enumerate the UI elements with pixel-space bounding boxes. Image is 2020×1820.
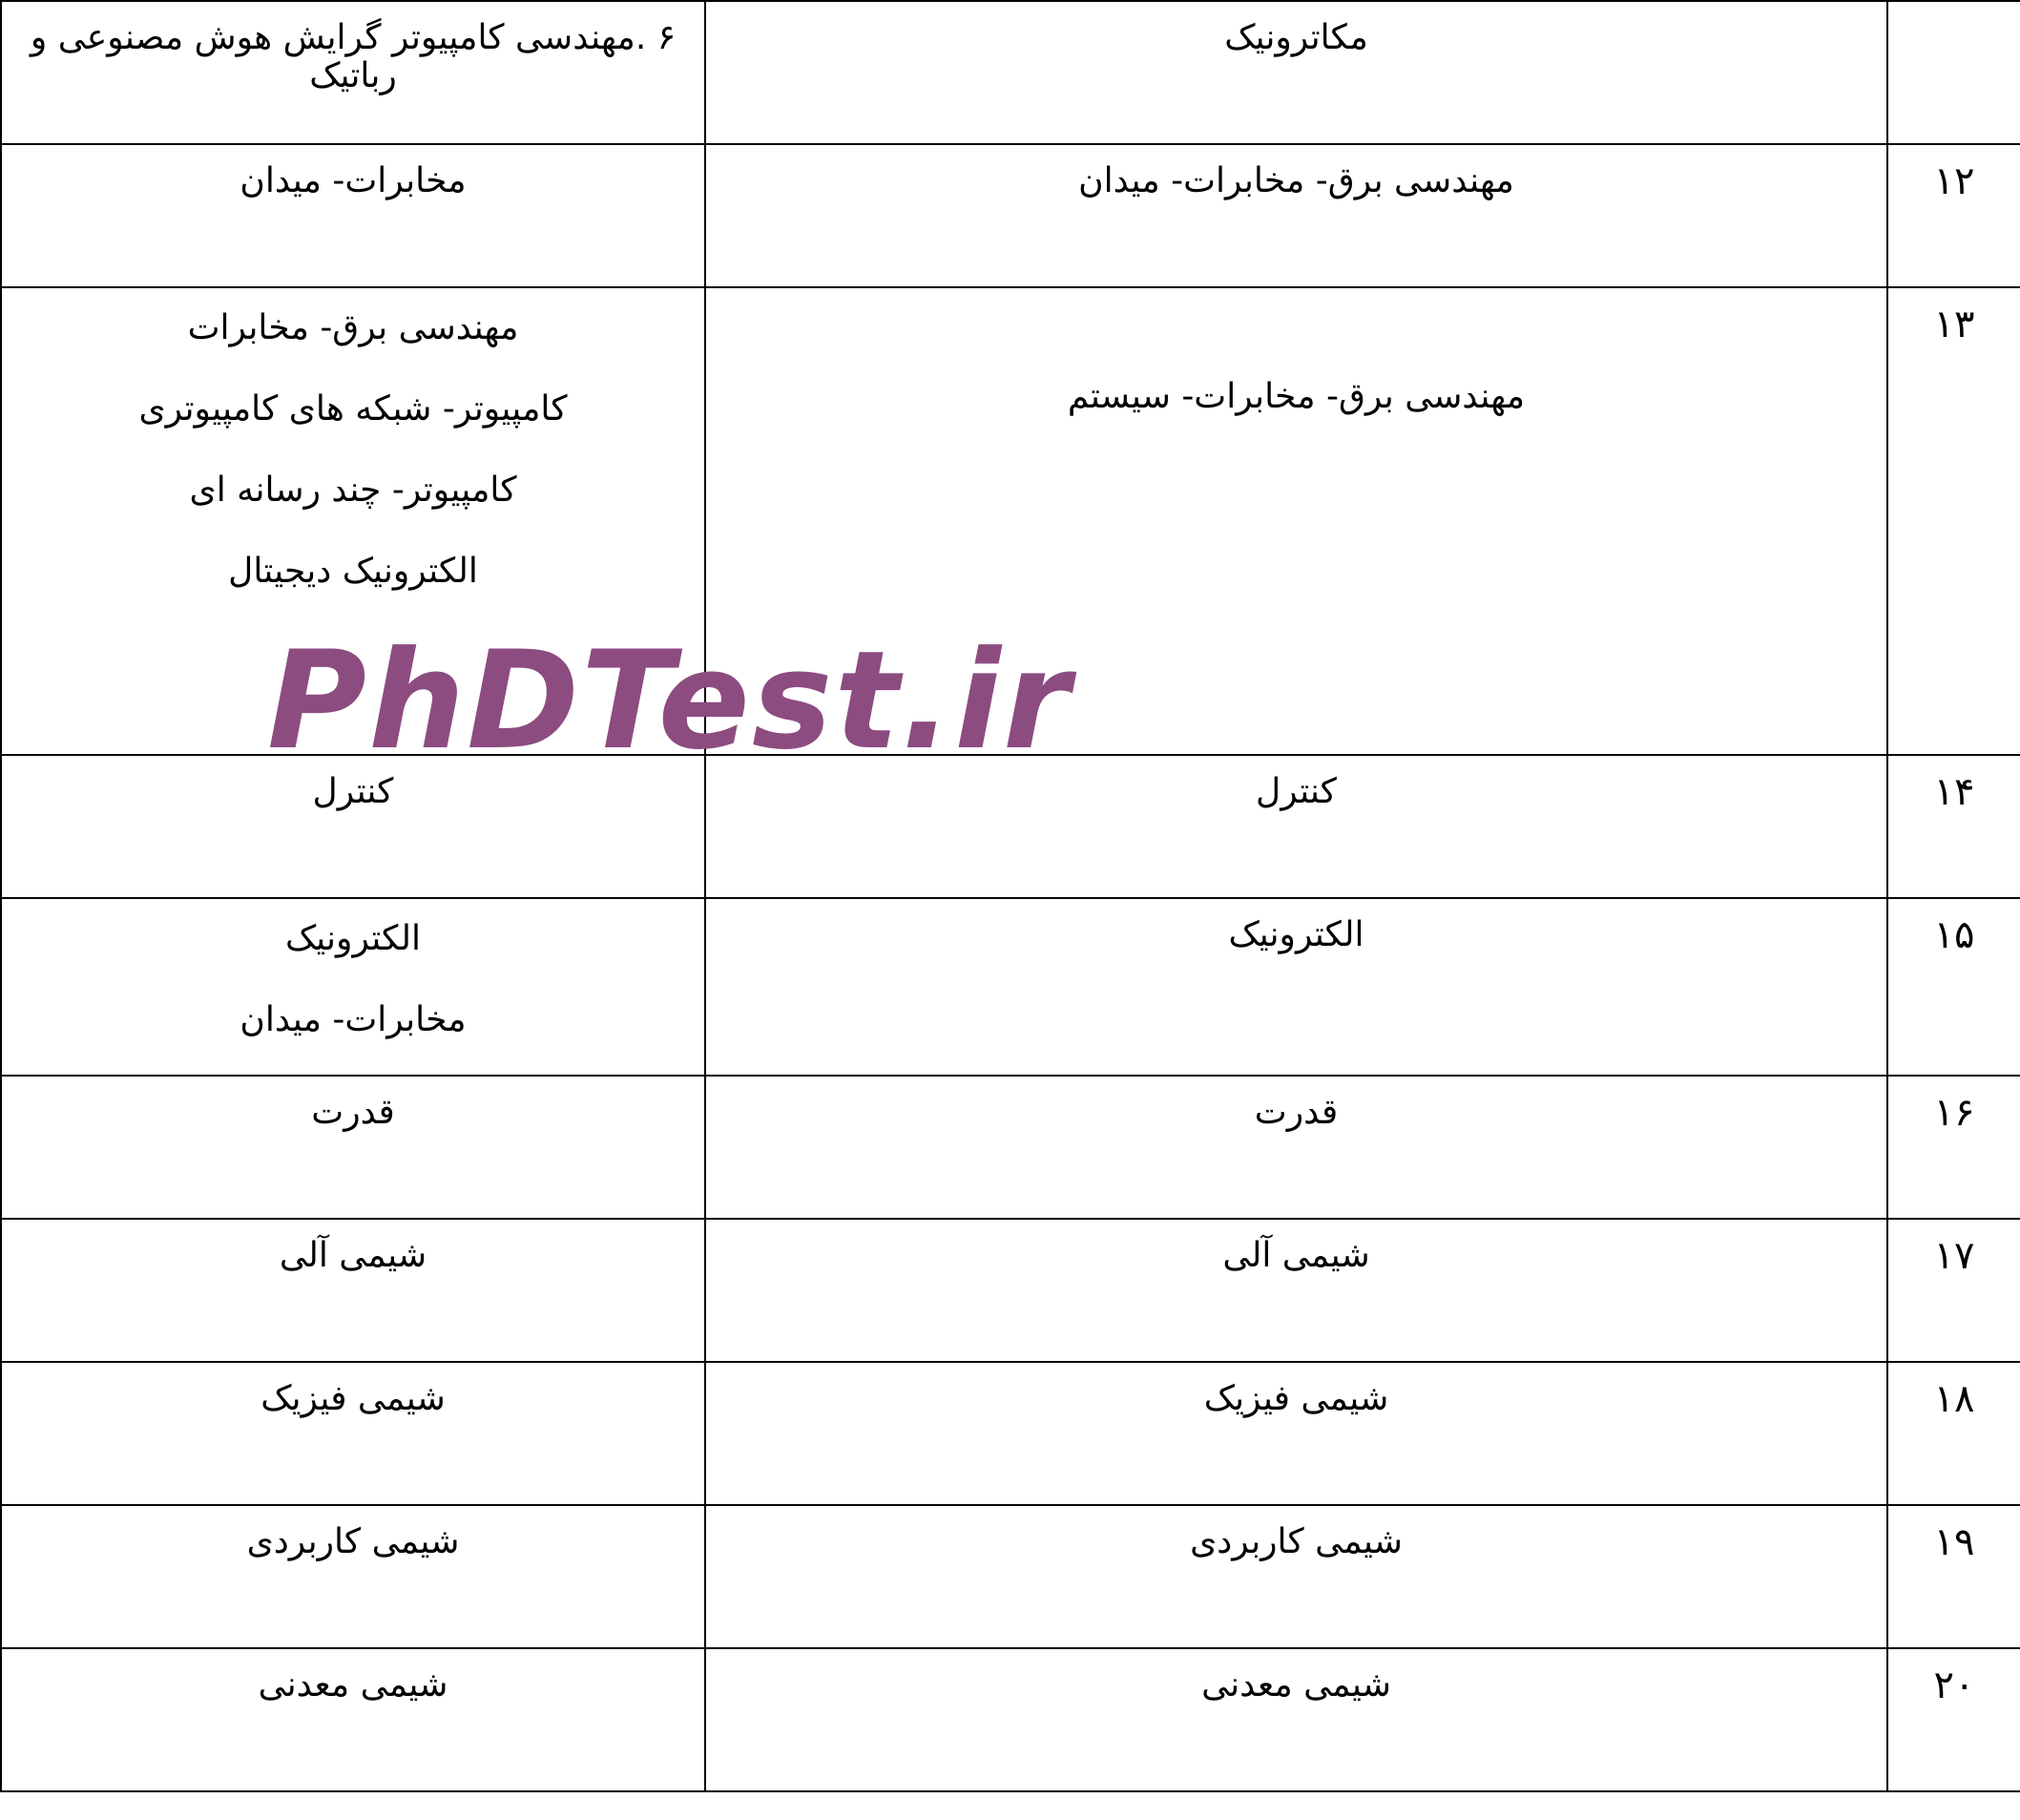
specialization: مخابرات- میدان [239, 161, 467, 200]
specialization: شیمی کاربردی [246, 1522, 460, 1561]
row-number-cell [1887, 1076, 2020, 1219]
table-row [1, 1505, 2020, 1648]
major-name: مکاترونیک [1224, 18, 1368, 57]
specialization-list [2, 288, 704, 626]
watermark-logo: PhDTest.ir [267, 622, 1072, 780]
specialization-cell [1, 1648, 705, 1791]
table-row [1, 1648, 2020, 1791]
major-name: شیمی فیزیک [1203, 1379, 1389, 1418]
row-number: ۱۴ [1933, 770, 1975, 814]
table-row [1, 1219, 2020, 1362]
major-cell [705, 1505, 1887, 1648]
row-number: ۱۵ [1933, 913, 1975, 957]
row-number: ۲۰ [1933, 1663, 1975, 1707]
specialization: شیمی فیزیک [260, 1379, 446, 1418]
table-row [1, 144, 2020, 287]
row-number-cell [1887, 287, 2020, 755]
major-cell [705, 898, 1887, 1076]
specialization: کامپیوتر- شبکه های کامپیوتری [138, 389, 568, 429]
major-cell [705, 1648, 1887, 1791]
major-name: کنترل [1256, 772, 1337, 811]
row-number: ۱۶ [1933, 1091, 1975, 1135]
specialization: شیمی آلی [279, 1236, 427, 1275]
row-number-cell [1887, 1505, 2020, 1648]
major-name: شیمی معدنی [1201, 1665, 1391, 1705]
major-cell [705, 1219, 1887, 1362]
specialization: کامپیوتر- چند رسانه ای [189, 471, 517, 510]
major-name: شیمی کاربردی [1190, 1522, 1403, 1561]
row-number: ۱۲ [1933, 159, 1975, 203]
specialization-cell [1, 898, 705, 1076]
row-number-cell [1887, 1648, 2020, 1791]
specialization-cell [1, 1505, 705, 1648]
specialization-list [2, 899, 704, 1075]
row-number: ۱۹ [1933, 1520, 1975, 1564]
specialization: مهندسی برق- مخابرات [187, 308, 519, 347]
major-cell [705, 1, 1887, 144]
row-number: ۱۸ [1933, 1377, 1975, 1421]
row-number: ۱۳ [1933, 303, 1975, 346]
row-number [1888, 2, 2020, 19]
table-row [1, 1362, 2020, 1505]
major-name: مهندسی برق- مخابرات- میدان [1078, 161, 1514, 200]
major-cell [705, 1076, 1887, 1219]
specialization-cell [1, 1362, 705, 1505]
specialization-cell [1, 144, 705, 287]
row-number: ۱۷ [1933, 1234, 1975, 1278]
row-number-cell [1887, 1219, 2020, 1362]
specialization: الکترونیک [284, 919, 422, 958]
table-row [1, 1076, 2020, 1219]
row-number-cell [1887, 898, 2020, 1076]
specialization: الکترونیک دیجیتال [228, 552, 478, 591]
specialization: ۶ .مهندسی کامپیوتر گرایش هوش مصنوعی و رباتیک [30, 18, 677, 95]
row-number-cell [1887, 1362, 2020, 1505]
major-cell [705, 1362, 1887, 1505]
specialization: مخابرات- میدان [239, 1000, 467, 1039]
row-number-cell [1887, 755, 2020, 898]
specialization: قدرت [311, 1093, 395, 1132]
row-number-cell [1887, 144, 2020, 287]
specialization: کنترل [312, 772, 394, 811]
table-row [1, 1, 2020, 144]
row-number-cell [1887, 1, 2020, 144]
major-name: شیمی آلی [1222, 1236, 1370, 1275]
major-cell [705, 144, 1887, 287]
major-name: قدرت [1254, 1093, 1339, 1132]
specialization-cell [1, 1, 705, 144]
specialization-cell [1, 1219, 705, 1362]
major-name: الکترونیک [1228, 915, 1364, 954]
specialization: شیمی معدنی [258, 1665, 448, 1705]
specialization-cell [1, 1076, 705, 1219]
table-row [1, 898, 2020, 1076]
major-name: مهندسی برق- مخابرات- سیستم [1067, 377, 1526, 416]
